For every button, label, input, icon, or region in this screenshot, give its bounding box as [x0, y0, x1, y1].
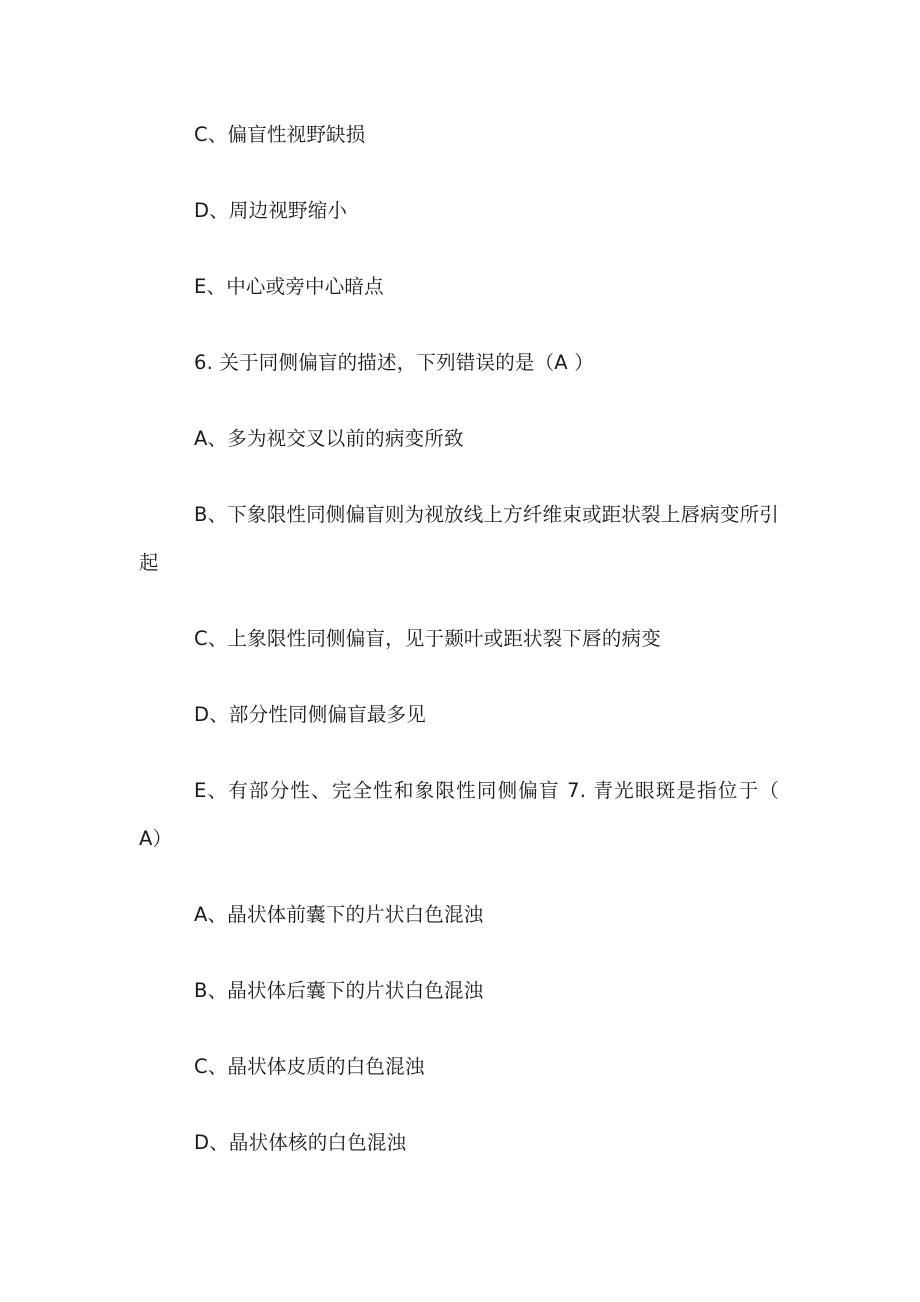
option-e-q5: E、中心或旁中心暗点 — [194, 275, 384, 298]
option-b-q7: B、晶状体后囊下的片状白色混浊 — [194, 979, 484, 1002]
option-c-q6: C、上象限性同侧偏盲，见于颞叶或距状裂下唇的病变 — [194, 627, 661, 650]
option-b-q6: B、下象限性同侧偏盲则为视放线上方纤维束或距状裂上唇病变所引起 — [139, 503, 779, 574]
option-c-q7: C、晶状体皮质的白色混浊 — [194, 1055, 425, 1078]
option-e-q6-question-7: E、有部分性、完全性和象限性同侧偏盲 7. 青光眼斑是指位于（ A） — [139, 779, 779, 850]
option-a-q6: A、多为视交叉以前的病变所致 — [194, 427, 464, 450]
option-d-q5: D、周边视野缩小 — [194, 199, 348, 222]
option-c-q5: C、偏盲性视野缺损 — [194, 123, 366, 146]
option-a-q7: A、晶状体前囊下的片状白色混浊 — [194, 903, 484, 926]
option-d-q7: D、晶状体核的白色混浊 — [194, 1131, 407, 1154]
option-d-q6: D、部分性同侧偏盲最多见 — [194, 703, 426, 726]
question-6: 6. 关于同侧偏盲的描述，下列错误的是（A ） — [194, 351, 594, 374]
